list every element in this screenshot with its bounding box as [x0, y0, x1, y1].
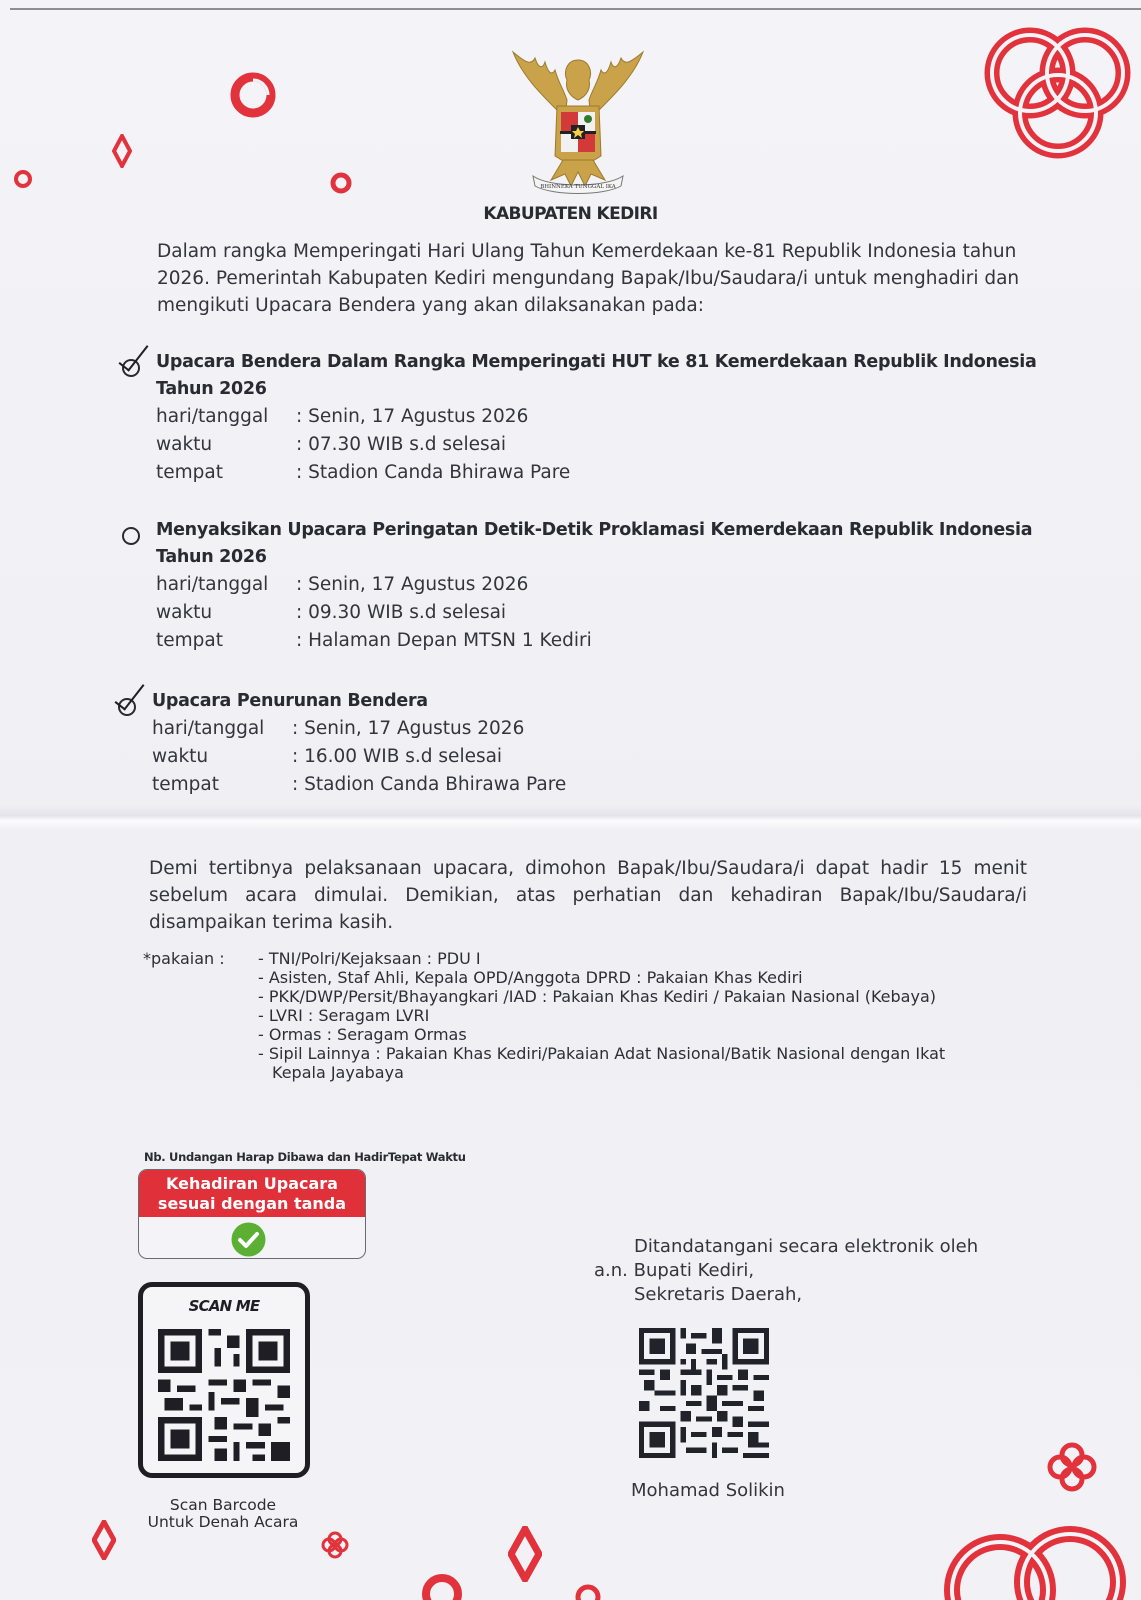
attendance-box — [138, 1169, 366, 1259]
list-item: - PKK/DWP/Persit/Bhayangkari /IAD : Pakaian Khas Kediri / Pakaian Nasional (Kebaya) — [258, 987, 936, 1006]
red-flower-ornament-icon — [320, 1530, 350, 1560]
event-item — [118, 688, 1038, 799]
red-swirl-ornament-icon — [328, 170, 354, 196]
scan-caption-line: Untuk Denah Acara — [147, 1513, 299, 1531]
dress-code-label: *pakaian : — [143, 949, 225, 968]
red-swirl-ornament-icon — [12, 168, 34, 190]
event-place: : Stadion Canda Bhirawa Pare — [292, 774, 567, 795]
scan-me-label: SCAN ME — [188, 1297, 260, 1315]
red-knot-ornament-icon — [930, 1512, 1141, 1600]
event-place: : Stadion Canda Bhirawa Pare — [296, 462, 571, 483]
list-item: - TNI/Polri/Kejaksaan : PDU I — [258, 949, 481, 968]
signature-line: Ditandatangani secara elektronik oleh — [634, 1236, 979, 1257]
event-date: : Senin, 17 Agustus 2026 — [296, 574, 529, 595]
label-place: tempat — [152, 774, 219, 795]
red-swirl-ornament-icon — [573, 1582, 603, 1600]
event-place: : Halaman Depan MTSN 1 Kediri — [296, 630, 592, 651]
signer-name: Mohamad Solikin — [631, 1480, 785, 1501]
label-time: waktu — [156, 434, 213, 455]
e-signature-qr-code — [639, 1328, 769, 1458]
regency-title: KABUPATEN KEDIRI — [483, 204, 658, 224]
closing-paragraph: Demi tertibnya pelaksanaan upacara, dimohon Bapak/Ibu/Saudara/i dapat hadir 15 menit sebelum acara dimulai. Demikian, atas perhatian dan kehadiran Bapak/Ibu/Saudara/i disampaikan terima kasih. — [149, 858, 1027, 933]
empty-circle-icon — [122, 527, 140, 545]
signature-line: a.n. Bupati Kediri, — [594, 1260, 755, 1281]
label-time: waktu — [156, 602, 213, 623]
note-text: Nb. Undangan Harap Dibawa dan HadirTepat Waktu — [144, 1150, 466, 1164]
event-title: Menyaksikan Upacara Peringatan Detik-Detik Proklamasi Kemerdekaan Republik Indonesia Tahun 2026 — [156, 520, 1033, 567]
venue-map-qr-code[interactable] — [158, 1329, 290, 1461]
label-place: tempat — [156, 462, 223, 483]
green-check-icon — [231, 1222, 266, 1257]
red-diamond-ornament-icon — [112, 134, 132, 168]
scan-caption-line: Scan Barcode — [169, 1496, 277, 1514]
checked-circle-icon — [122, 359, 140, 377]
attendance-banner — [139, 1170, 365, 1217]
garuda-pancasila-emblem-icon — [505, 48, 651, 198]
list-item: - Sipil Lainnya : Pakaian Khas Kediri/Pakaian Adat Nasional/Batik Nasional dengan Ikat Kepala Jayabaya — [258, 1044, 946, 1082]
event-item — [122, 349, 1042, 487]
event-time: : 16.00 WIB s.d selesai — [292, 746, 503, 767]
scan-caption — [128, 1497, 318, 1531]
page-top-edge — [10, 8, 1141, 10]
event-item — [122, 517, 1042, 655]
red-diamond-ornament-icon — [508, 1526, 542, 1582]
label-time: waktu — [152, 746, 209, 767]
label-date: hari/tanggal — [152, 718, 265, 739]
paper-fold-line — [0, 805, 1141, 831]
event-time: : 07.30 WIB s.d selesai — [296, 434, 507, 455]
emblem-motto: BHINNEKA TUNGGAL IKA — [540, 184, 616, 190]
event-title: Upacara Bendera Dalam Rangka Memperingati HUT ke 81 Kemerdekaan Republik Indonesia Tahun 2026 — [156, 352, 1037, 399]
event-time: : 09.30 WIB s.d selesai — [296, 602, 507, 623]
list-item: - Asisten, Staf Ahli, Kepala OPD/Anggota DPRD : Pakaian Khas Kediri — [258, 968, 803, 987]
label-date: hari/tanggal — [156, 574, 269, 595]
red-swirl-ornament-icon — [420, 1572, 464, 1600]
label-place: tempat — [156, 630, 223, 651]
list-item: - LVRI : Seragam LVRI — [258, 1006, 430, 1025]
attendance-line: Kehadiran Upacara — [166, 1174, 338, 1193]
event-date: : Senin, 17 Agustus 2026 — [296, 406, 529, 427]
event-title: Upacara Penurunan Bendera — [152, 691, 428, 711]
scan-me-frame — [138, 1282, 310, 1478]
list-item: - Ormas : Seragam Ormas — [258, 1025, 467, 1044]
red-diamond-ornament-icon — [92, 1520, 116, 1560]
intro-paragraph: Dalam rangka Memperingati Hari Ulang Tahun Kemerdekaan ke-81 Republik Indonesia tahun 2026. Pemerintah Kabupaten Kediri mengundang Bapak/Ibu/Saudara/i untuk menghadiri dan mengikuti Upacara Bendera yang akan dilaksanakan pada: — [157, 241, 1020, 316]
dress-code-list — [258, 949, 998, 1082]
event-date: : Senin, 17 Agustus 2026 — [292, 718, 525, 739]
label-date: hari/tanggal — [156, 406, 269, 427]
red-knot-ornament-icon — [960, 18, 1141, 168]
red-swirl-ornament-icon — [228, 70, 278, 120]
red-flower-ornament-icon — [1045, 1440, 1099, 1494]
signature-block — [594, 1235, 978, 1307]
signature-line: Sekretaris Daerah, — [634, 1284, 803, 1305]
attendance-line: sesuai dengan tanda — [157, 1194, 347, 1213]
checked-circle-icon — [118, 698, 136, 716]
